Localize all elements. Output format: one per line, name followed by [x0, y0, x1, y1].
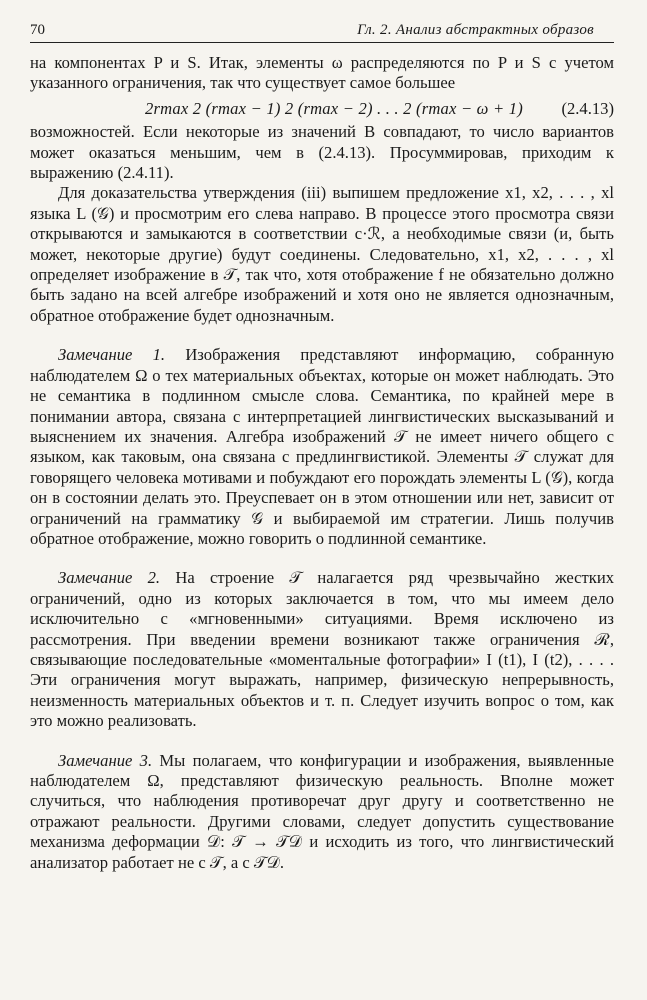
text-line: большее — [395, 73, 456, 93]
section-gap — [30, 732, 614, 751]
remark-2 — [30, 568, 614, 731]
remark-2-label: Замечание 2. — [58, 568, 161, 588]
paragraph-proof-iii: Для доказательства утверждения (iii) выпишем предложение x1, x2, . . . , xl языка L (𝒢) и просмотрим его слева направо. В процессе этого просмотра связи открываются и замыкаются в соответствии с·ℛ, а необходимые связи (и, быть может, некоторые другие) будут соединены. Следовательно, x1, x2, . . . , xl определяет изображение в 𝒯, так что, хотя отображение f не обязательно должно быть задано на всей алгебре изображений и хотя оно не является однозначным, обратное отображение будет однозначным. — [30, 183, 614, 325]
running-header — [30, 22, 614, 43]
display-formula — [30, 99, 614, 119]
paragraph-continuation — [30, 53, 614, 94]
section-gap — [30, 326, 614, 345]
book-page — [30, 22, 614, 873]
remark-3-text: Мы полагаем, что конфигурации и изображения, выявленные наблюдателем Ω, представляют физическую реальность. Вполне может случиться, что наблюдения противоречат друг другу и соответственно не отражают реальности. Другими словами, следует допустить существование механизма деформации 𝒟: 𝒯 → 𝒯𝒟 и исходить из того, что лингвистический анализатор работает не с 𝒯, а с 𝒯𝒟. — [30, 750, 614, 872]
remark-1-text: Изображения представляют информацию, собранную наблюдателем Ω о тех материальных объектах, которые он может наблюдать. Это не семантика в подлинном смысле слова. Семантика, по крайней мере в понимании автора, связана с интерпретацией лингвистических высказываний и выяснением их значения. Алгебра изображений 𝒯 не имеет ничего общего с языком, как таковым, она связана с предлингвистикой. Элементы 𝒯 служат для говорящего человека мотивами и побуждают его порождать элементы L (𝒢), когда он в состоянии делать это. Преуспевает он в этом отношении или нет, зависит от ограничений на грамматику 𝒢 и выбираемой им стратегии. Лишь получив обратное отображение, можно говорить о подлинной семантике. — [30, 345, 614, 548]
page-number: 70 — [30, 22, 45, 38]
paragraph-possibilities: возможностей. Если некоторые из значений B совпадают, то число вариантов может оказаться меньшим, чем в (2.4.13). Просуммировав, приходим к выражению (2.4.11). — [30, 122, 614, 183]
remark-1-label: Замечание 1. — [58, 345, 166, 365]
running-title: Гл. 2. Анализ абстрактных образов — [357, 22, 594, 38]
text-line: на компонентах P и S. Итак, элементы ω распределяются по P — [30, 53, 507, 72]
remark-3-label: Замечание 3. — [58, 750, 153, 770]
text-line: и S с учетом указанного ограничения, так что существует самое — [30, 53, 614, 93]
remark-1 — [30, 345, 614, 549]
remark-3 — [30, 751, 614, 873]
section-gap — [30, 549, 614, 568]
remark-2-text: На строение 𝒯 налагается ряд чрезвычайно жестких ограничений, одно из которых заключается в том, что мы имеем дело исключительно с «мгновенными» ситуациями. Время исключено из рассмотрения. При введении времени возникают также ограничения ℛ, связывающие последовательные «моментальные фотографии» I (t1), I (t2), . . . . Эти ограничения могут выражать, например, физическую непрерывность, неизменность материальных объектов и т. п. Следует изучить вопрос о том, как это можно реализовать. — [30, 568, 614, 731]
equation-number: (2.4.13) — [561, 98, 614, 118]
formula-expression: 2rmax 2 (rmax − 1) 2 (rmax − 2) . . . 2 (rmax − ω + 1) — [145, 98, 523, 118]
